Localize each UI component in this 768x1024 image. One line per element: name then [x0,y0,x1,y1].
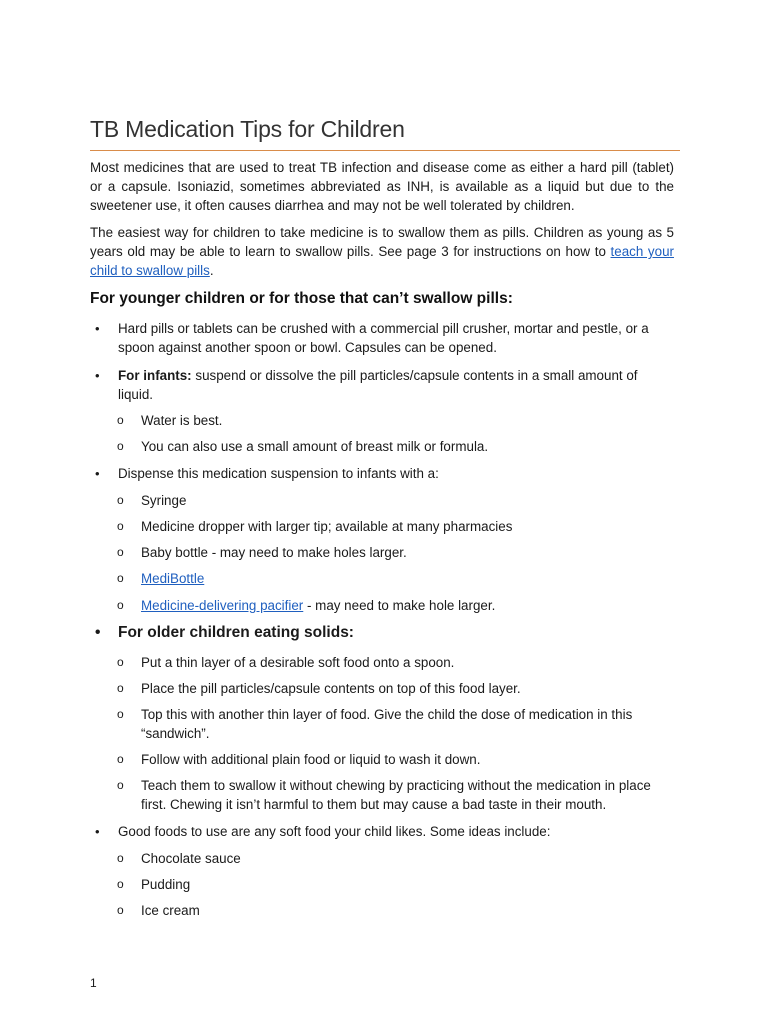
section-heading-younger: For younger children or for those that can’t swallow pills: [90,290,513,307]
bullet-icon: • [95,321,100,336]
bullet-icon: • [95,368,100,383]
intro-paragraph-2 [90,223,674,280]
sub-bullet-icon: o [117,655,124,669]
section-heading-older: For older children eating solids: [118,624,354,641]
sub-bullet-icon: o [117,439,124,453]
teach-swallow-pills-link[interactable]: teach your child to swallow pills [90,244,674,278]
sub-list-item-text: Pudding [141,877,191,892]
sub-bullet-icon: o [117,519,124,533]
list-item-text [118,366,670,404]
page-title: TB Medication Tips for Children [90,116,405,142]
sub-list-item-text: Place the pill particles/capsule contents on top of this food layer. [141,681,521,696]
sub-bullet-icon: o [117,903,124,917]
list-item-text: Good foods to use are any soft food your child likes. Some ideas include: [118,824,551,839]
medibottle-link[interactable]: MediBottle [141,571,205,586]
list-item-text: Dispense this medication suspension to infants with a: [118,466,439,481]
sub-list-item-text [141,569,671,588]
bullet-icon: • [95,624,101,641]
page-number: 1 [90,976,97,990]
list-item-text: Hard pills or tablets can be crushed with a commercial pill crusher, mortar and pestle, or a spoon against another spoon or bowl. Capsules can be opened. [118,321,649,355]
pacifier-note: - may need to make hole larger. [303,598,496,613]
infants-text: suspend or dissolve the pill particles/capsule contents in a small amount of liquid. [118,368,638,402]
sub-bullet-icon: o [117,707,124,721]
sub-list-item-text: Teach them to swallow it without chewing by practicing without the medication in place first. Chewing it isn’t harmful to them but may cause a bad taste in their mouth. [141,778,651,812]
sub-list-item-text: Put a thin layer of a desirable soft food onto a spoon. [141,655,455,670]
sub-bullet-icon: o [117,877,124,891]
sub-list-item-text: Baby bottle - may need to make holes larger. [141,545,407,560]
sub-list-item-text [141,596,671,615]
sub-bullet-icon: o [117,752,124,766]
sub-bullet-icon: o [117,413,124,427]
sub-bullet-icon: o [117,493,124,507]
sub-list-item-text: Chocolate sauce [141,851,241,866]
intro-paragraph-1: Most medicines that are used to treat TB infection and disease come as either a hard pill (tablet) or a capsule. Isoniazid, sometimes abbreviated as INH, is available as a liquid but due to the sweetener use, it often causes diarrhea and may not be well tolerated by children. [90,160,674,213]
sub-bullet-icon: o [117,851,124,865]
sub-list-item-text: You can also use a small amount of breast milk or formula. [141,439,489,454]
sub-bullet-icon: o [117,545,124,559]
sub-list-item-text: Ice cream [141,903,200,918]
bullet-icon: • [95,824,100,839]
medicine-pacifier-link[interactable]: Medicine-delivering pacifier [141,598,304,613]
sub-bullet-icon: o [117,778,124,792]
sub-bullet-icon: o [117,571,124,585]
sub-bullet-icon: o [117,598,124,612]
sub-list-item-text: Water is best. [141,413,223,428]
infants-label: For infants: [118,368,192,383]
title-divider [90,150,680,151]
sub-list-item-text: Follow with additional plain food or liquid to wash it down. [141,752,481,767]
sub-list-item-text: Top this with another thin layer of food. Give the child the dose of medication in this “sandwich”. [141,707,633,741]
intro-paragraph-2-text: The easiest way for children to take medicine is to swallow them as pills. Children as young as 5 years old may be able to learn to swallow pills. See page 3 for instructions on how to [90,225,674,259]
bullet-icon: • [95,466,100,481]
sub-list-item-text: Syringe [141,493,187,508]
sub-list-item-text: Medicine dropper with larger tip; available at many pharmacies [141,519,513,534]
intro-paragraph-2-end: . [209,263,214,278]
sub-bullet-icon: o [117,681,124,695]
